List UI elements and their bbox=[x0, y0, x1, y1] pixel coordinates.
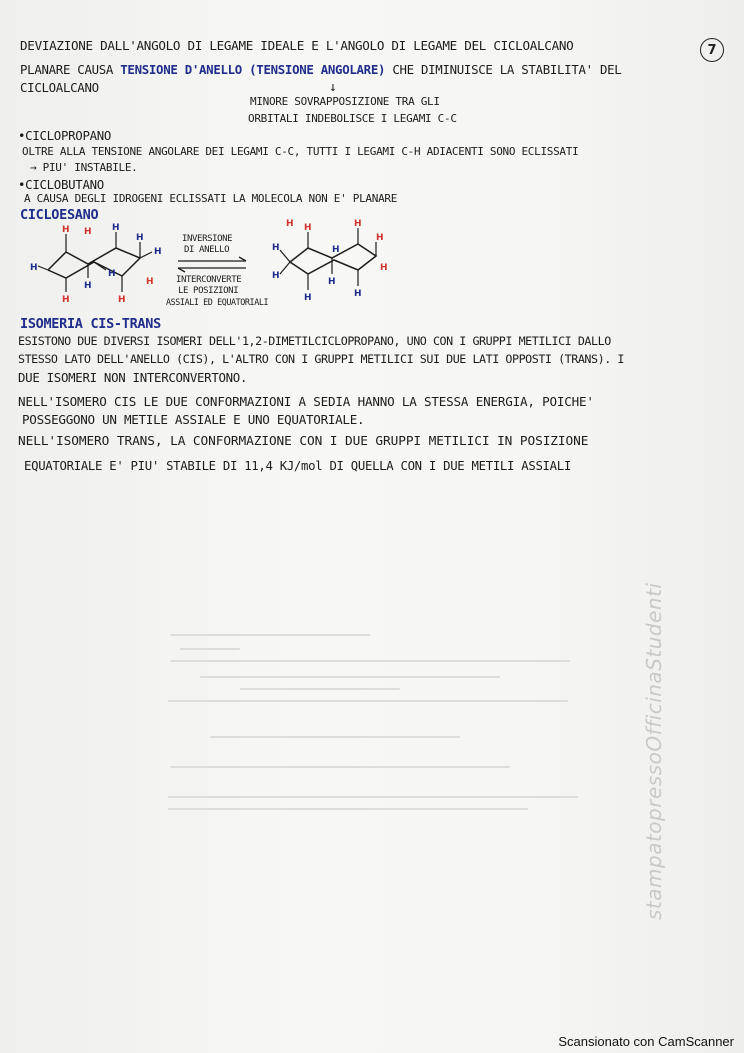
text-line-1: DEVIAZIONE DALL'ANGOLO DI LEGAME IDEALE E L'ANGOLO DI LEGAME DEL CICLOALCANO bbox=[20, 38, 574, 53]
highlight-ring-strain: TENSIONE D'ANELLO (TENSIONE ANGOLARE) bbox=[120, 62, 386, 77]
interconversion-label-1: INTERCONVERTE bbox=[176, 275, 242, 285]
cis-trans-line-2: STESSO LATO DELL'ANELLO (CIS), L'ALTRO CON I GRUPPI METILICI SUI DUE LATI OPPOSTI (TRANS). I bbox=[18, 352, 624, 366]
cyclopropane-heading: •CICLOPROPANO bbox=[18, 128, 112, 143]
h-atom: H bbox=[84, 227, 92, 237]
h-atom: H bbox=[112, 223, 120, 233]
note-line-1: MINORE SOVRAPPOSIZIONE TRA GLI bbox=[250, 95, 440, 108]
text-line-2 bbox=[20, 62, 621, 77]
h-atom: H bbox=[328, 277, 336, 287]
chair-conformation-right bbox=[272, 218, 392, 303]
trans-isomer-line-2: EQUATORIALE E' PIU' STABILE DI 11,4 KJ/mol DI QUELLA CON I DUE METILI ASSIALI bbox=[24, 459, 571, 473]
cis-isomer-line-2: POSSEGGONO UN METILE ASSIALE E UNO EQUATORIALE. bbox=[22, 412, 365, 427]
cis-trans-line-1: ESISTONO DUE DIVERSI ISOMERI DELL'1,2-DIMETILCICLOPROPANO, UNO CON I GRUPPI METILICI DALLO bbox=[18, 334, 611, 348]
ring-flip-label-1: INVERSIONE bbox=[182, 234, 233, 244]
h-atom: H bbox=[108, 269, 116, 279]
trans-isomer-line-1: NELL'ISOMERO TRANS, LA CONFORMAZIONE CON I DUE GRUPPI METILICI IN POSIZIONE bbox=[18, 434, 589, 449]
h-atom: H bbox=[354, 289, 362, 299]
equilibrium-arrows-icon bbox=[176, 256, 250, 274]
h-atom: H bbox=[62, 295, 70, 305]
h-atom: H bbox=[136, 233, 144, 243]
h-atom: H bbox=[146, 277, 154, 287]
note-line-2: ORBITALI INDEBOLISCE I LEGAMI C-C bbox=[248, 112, 457, 125]
cyclobutane-heading: •CICLOBUTANO bbox=[18, 177, 104, 192]
h-atom: H bbox=[332, 245, 340, 255]
h-atom: H bbox=[272, 271, 280, 281]
cyclohexane-heading: CICLOESANO bbox=[20, 207, 99, 223]
cis-trans-heading: ISOMERIA CIS-TRANS bbox=[20, 316, 161, 332]
cyclopropane-line-1: OLTRE ALLA TENSIONE ANGOLARE DEI LEGAMI C-C, TUTTI I LEGAMI C-H ADIACENTI SONO ECLISSATI bbox=[22, 145, 579, 158]
ring-flip-label-2: DI ANELLO bbox=[184, 245, 230, 255]
h-atom: H bbox=[286, 219, 294, 229]
cis-trans-line-3: DUE ISOMERI NON INTERCONVERTONO. bbox=[18, 370, 248, 385]
text-line-2-post: CHE DIMINUISCE LA STABILITA' DEL bbox=[385, 62, 622, 77]
h-atom: H bbox=[118, 295, 126, 305]
interconversion-label-2: LE POSIZIONI bbox=[178, 286, 239, 296]
h-atom: H bbox=[154, 247, 162, 257]
text-line-2-pre: PLANARE CAUSA bbox=[20, 62, 121, 77]
cis-isomer-line-1: NELL'ISOMERO CIS LE DUE CONFORMAZIONI A SEDIA HANNO LA STESSA ENERGIA, POICHE' bbox=[18, 394, 594, 409]
scanner-label: Scansionato con CamScanner bbox=[558, 1034, 734, 1049]
page-number: 7 bbox=[700, 38, 724, 62]
h-atom: H bbox=[272, 243, 280, 253]
h-atom: H bbox=[380, 263, 388, 273]
h-atom: H bbox=[84, 281, 92, 291]
text-line-3: CICLOALCANO bbox=[20, 80, 99, 95]
h-atom: H bbox=[354, 219, 362, 229]
interconversion-label-3: ASSIALI ED EQUATORIALI bbox=[166, 297, 269, 307]
cyclobutane-line-1: A CAUSA DEGLI IDROGENI ECLISSATI LA MOLECOLA NON E' PLANARE bbox=[24, 192, 398, 205]
h-atom: H bbox=[304, 223, 312, 233]
h-atom: H bbox=[304, 293, 312, 303]
chair-conformation-left bbox=[30, 222, 166, 305]
watermark: stampatopressoOfficinaStudenti bbox=[642, 582, 666, 920]
h-atom: H bbox=[62, 225, 70, 235]
cyclopropane-line-2: → PIU' INSTABILE. bbox=[30, 161, 138, 174]
h-atom: H bbox=[376, 233, 384, 243]
h-atom: H bbox=[30, 263, 38, 273]
down-arrow-icon: ↓ bbox=[329, 80, 337, 95]
